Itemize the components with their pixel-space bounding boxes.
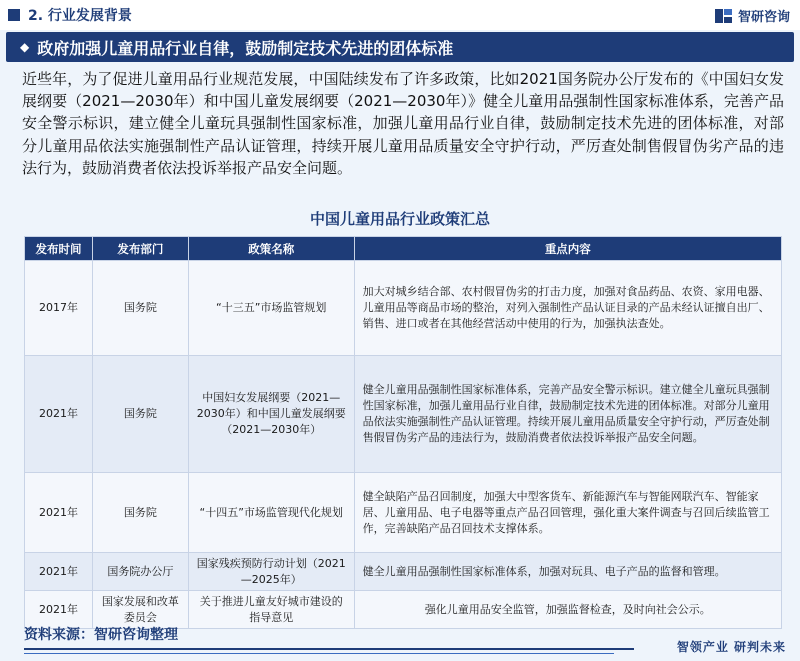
- top-bar: [0, 0, 800, 30]
- title-banner: [6, 32, 794, 62]
- policy-table: [24, 236, 782, 629]
- table-row: [25, 591, 782, 629]
- cell-dept: 国务院办公厅: [92, 553, 188, 591]
- slogan: 智领产业 研判未来: [676, 640, 786, 654]
- table-row: [25, 261, 782, 356]
- cell-name: 关于推进儿童友好城市建设的指导意见: [188, 591, 354, 629]
- cell-dept: 国务院: [92, 356, 188, 473]
- cell-date: 2021年: [25, 473, 93, 553]
- cell-date: 2021年: [25, 591, 93, 629]
- col-header-dept: 发布部门: [92, 237, 188, 261]
- cell-content: 健全缺陷产品召回制度，加强大中型客货车、新能源汽车与智能网联汽车、智能家居、儿童用品、电子电器等重点产品召回管理，强化重大案件调查与召回后续监管工作，完善缺陷产品召回技术支撑体系。: [354, 473, 781, 553]
- cell-name: 国家残疾预防行动计划（2021—2025年）: [188, 553, 354, 591]
- diamond-icon: ◆: [20, 40, 30, 54]
- section-label: 2. 行业发展背景: [28, 8, 132, 24]
- cell-content: 加大对城乡结合部、农村假冒伪劣的打击力度，加强对食品药品、农资、家用电器、儿童用品等商品市场的整治，对列入强制性产品认证目录的产品未经认证擅自出厂、销售、进口或者在其他经营活动中使用的行为，加强执法查处。: [354, 261, 781, 356]
- cell-name: 中国妇女发展纲要（2021—2030年）和中国儿童发展纲要（2021—2030年）: [188, 356, 354, 473]
- brand: [714, 6, 790, 25]
- intro-paragraph: 近些年，为了促进儿童用品行业规范发展，中国陆续发布了许多政策，比如2021国务院办公厅发布的《中国妇女发展纲要（2021—2030年）和中国儿童发展纲要（2021—2030年）》健全儿童用品强制性国家标准体系，完善产品安全警示标识，建立健全儿童玩具强制性国家标准，加强儿童用品行业自律，鼓励制定技术先进的团体标准，对部分儿童用品依法实施强制性产品认证管理，持续开展儿童用品质量安全守护行动，严厉查处制售假冒伪劣产品的违法行为，鼓励消费者依法投诉举报产品安全问题。: [22, 70, 784, 177]
- cell-date: 2017年: [25, 261, 93, 356]
- cell-content: 强化儿童用品安全监管，加强监督检查，及时向社会公示。: [354, 591, 781, 629]
- cell-date: 2021年: [25, 356, 93, 473]
- cell-date: 2021年: [25, 553, 93, 591]
- cell-name: “十三五”市场监管规划: [188, 261, 354, 356]
- table-row: [25, 356, 782, 473]
- col-header-date: 发布时间: [25, 237, 93, 261]
- source-note: 资料来源：智研咨询整理: [24, 627, 178, 643]
- cell-content: 健全儿童用品强制性国家标准体系，完善产品安全警示标识。建立健全儿童玩具强制性国家标准，加强儿童用品行业自律，鼓励制定技术先进的团体标准。对部分儿童用品依法实施强制性产品认证管理。持续开展儿童用品质量安全守护行动，严厉查处制售假冒伪劣产品的违法行为，鼓励消费者依法投诉举报产品安全问题。: [354, 356, 781, 473]
- cell-dept: 国务院: [92, 473, 188, 553]
- cell-content: 健全儿童用品强制性国家标准体系，加强对玩具、电子产品的监督和管理。: [354, 553, 781, 591]
- table-title: 中国儿童用品行业政策汇总: [309, 210, 490, 228]
- brand-logo-icon: [714, 7, 734, 25]
- cell-dept: 国务院: [92, 261, 188, 356]
- brand-name: 智研咨询: [737, 10, 790, 25]
- table-row: [25, 473, 782, 553]
- col-header-content: 重点内容: [354, 237, 781, 261]
- table-row: [25, 553, 782, 591]
- table-header-row: [25, 237, 782, 261]
- footer-divider: [24, 648, 634, 650]
- section-marker: [8, 9, 20, 21]
- cell-dept: 国家发展和改革委员会: [92, 591, 188, 629]
- cell-name: “十四五”市场监管现代化规划: [188, 473, 354, 553]
- footer-divider-thin: [24, 653, 614, 654]
- page-title: 政府加强儿童用品行业自律，鼓励制定技术先进的团体标准: [37, 38, 454, 58]
- col-header-name: 政策名称: [188, 237, 354, 261]
